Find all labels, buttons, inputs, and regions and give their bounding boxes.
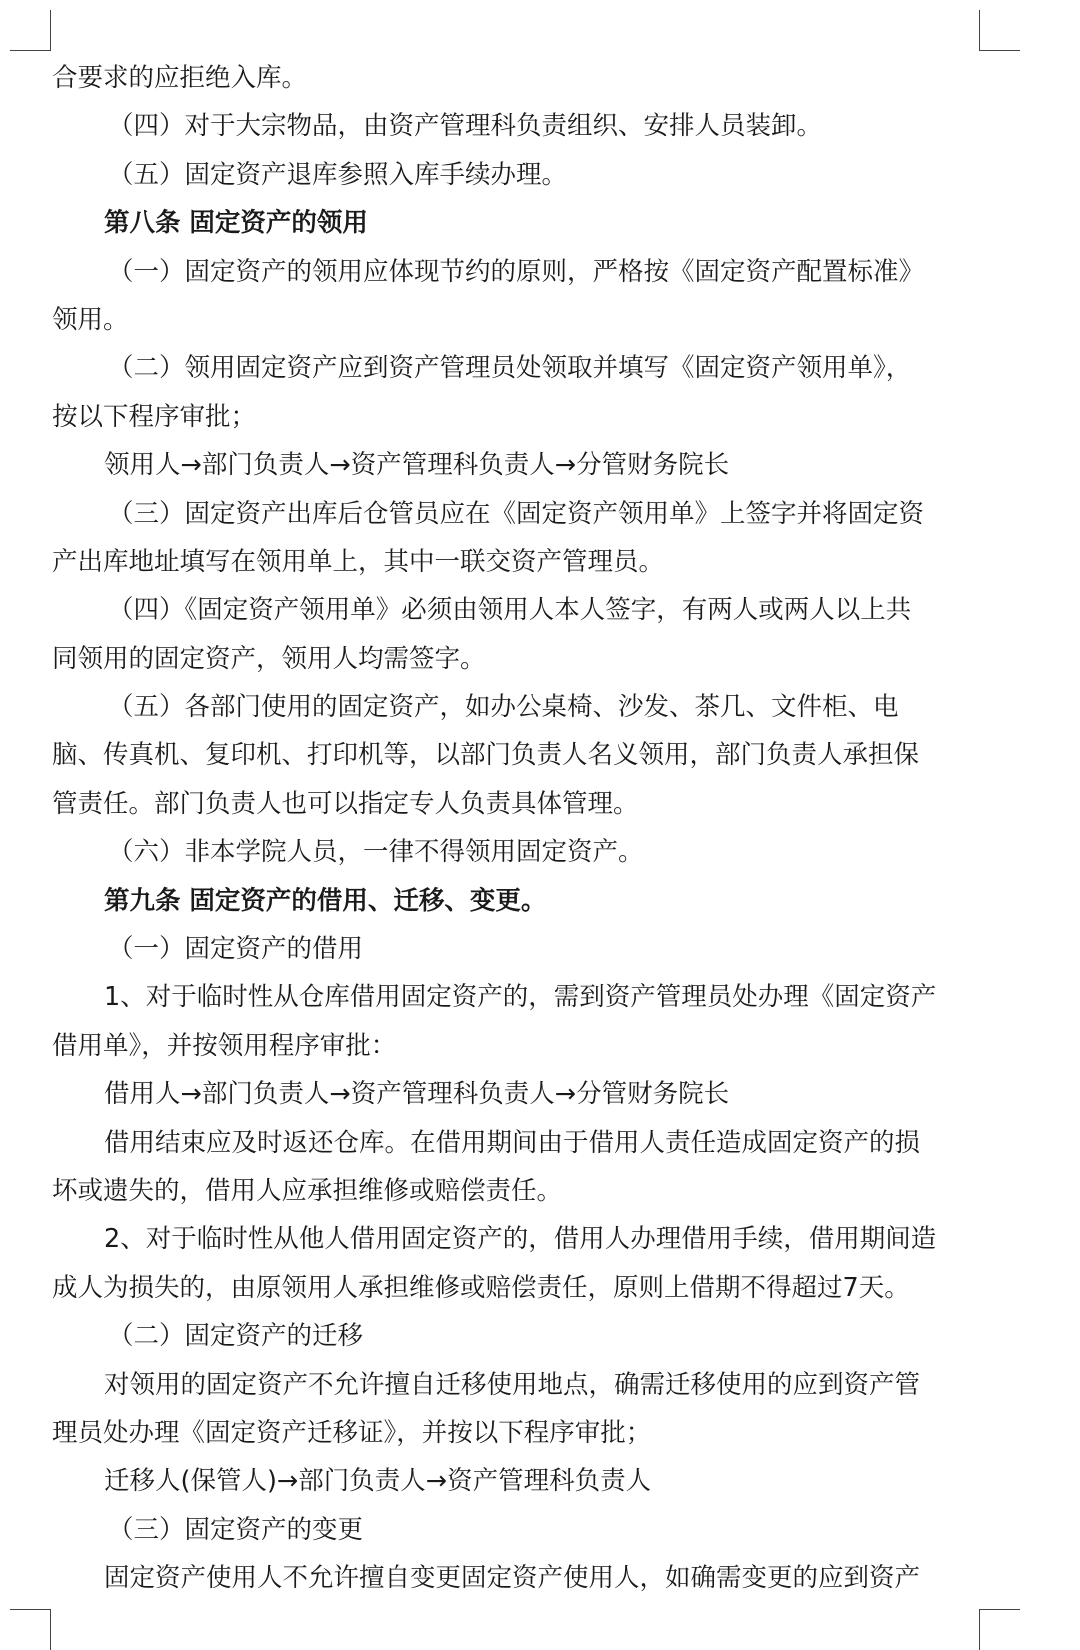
text-line: （四）对于大宗物品，由资产管理科负责组织、安排人员装卸。 [108, 111, 823, 142]
crop-mark-top-right [979, 10, 1020, 51]
text-line: 理员处办理《固定资产迁移证》，并按以下程序审批； [52, 1417, 652, 1448]
text-line: 坏或遗失的，借用人应承担维修或赔偿责任。 [52, 1175, 563, 1206]
text-line: （五）各部门使用的固定资产，如办公桌椅、沙发、茶几、文件柜、电 [108, 692, 899, 723]
text-line: 迁移人(保管人)→部门负责人→资产管理科负责人 [104, 1466, 652, 1497]
text-line: 领用。 [52, 304, 129, 335]
text-line: （六）非本学院人员，一律不得领用固定资产。 [108, 837, 644, 868]
text-line: 领用人→部门负责人→资产管理科负责人→分管财务院长 [104, 450, 730, 481]
text-line: 产出库地址填写在领用单上，其中一联交资产管理员。 [52, 546, 665, 577]
text-line: 借用人→部门负责人→资产管理科负责人→分管财务院长 [104, 1079, 730, 1110]
text-line: 合要求的应拒绝入库。 [52, 63, 308, 93]
text-line: 借用结束应及时返还仓库。在借用期间由于借用人责任造成固定资产的损 [104, 1127, 921, 1158]
article-heading: 第八条 固定资产的领用 [104, 208, 368, 239]
text-line: 管责任。部门负责人也可以指定专人负责具体管理。 [52, 788, 639, 819]
crop-mark-bottom-left [10, 1609, 51, 1650]
text-line: 按以下程序审批； [52, 401, 257, 432]
text-line: 1、对于临时性从仓库借用固定资产的，需到资产管理员处办理《固定资产 [104, 982, 937, 1013]
document-body [52, 54, 982, 1603]
text-line: （三）固定资产的变更 [108, 1514, 364, 1545]
text-line: （二）领用固定资产应到资产管理员处领取并填写《固定资产领用单》， [108, 353, 912, 384]
crop-mark-bottom-right [979, 1609, 1020, 1650]
text-line: （一）固定资产的领用应体现节约的原则，严格按《固定资产配置标准》 [108, 256, 925, 287]
article-heading: 第九条 固定资产的借用、迁移、变更。 [104, 885, 547, 916]
text-line: 同领用的固定资产，领用人均需签字。 [52, 643, 486, 674]
text-line: （三）固定资产出库后仓管员应在《固定资产领用单》上签字并将固定资 [108, 498, 925, 529]
text-line: 对领用的固定资产不允许擅自迁移使用地点，确需迁移使用的应到资产管 [104, 1369, 921, 1400]
text-line: 2、对于临时性从他人借用固定资产的，借用人办理借用手续，借用期间造 [104, 1224, 937, 1255]
text-line: （二）固定资产的迁移 [108, 1321, 364, 1352]
text-line: （五）固定资产退库参照入库手续办理。 [108, 159, 568, 190]
text-line: （四）《固定资产领用单》必须由领用人本人签字，有两人或两人以上共 [108, 595, 912, 626]
text-line: 成人为损失的，由原领用人承担维修或赔偿责任，原则上借期不得超过7天。 [52, 1272, 910, 1303]
text-line: 借用单》，并按领用程序审批： [52, 1030, 397, 1061]
crop-mark-top-left [10, 10, 51, 51]
text-line: 固定资产使用人不允许擅自变更固定资产使用人，如确需变更的应到资产 [104, 1563, 921, 1594]
text-line: 脑、传真机、复印机、打印机等，以部门负责人名义领用，部门负责人承担保 [52, 740, 920, 771]
text-line: （一）固定资产的借用 [108, 934, 364, 965]
